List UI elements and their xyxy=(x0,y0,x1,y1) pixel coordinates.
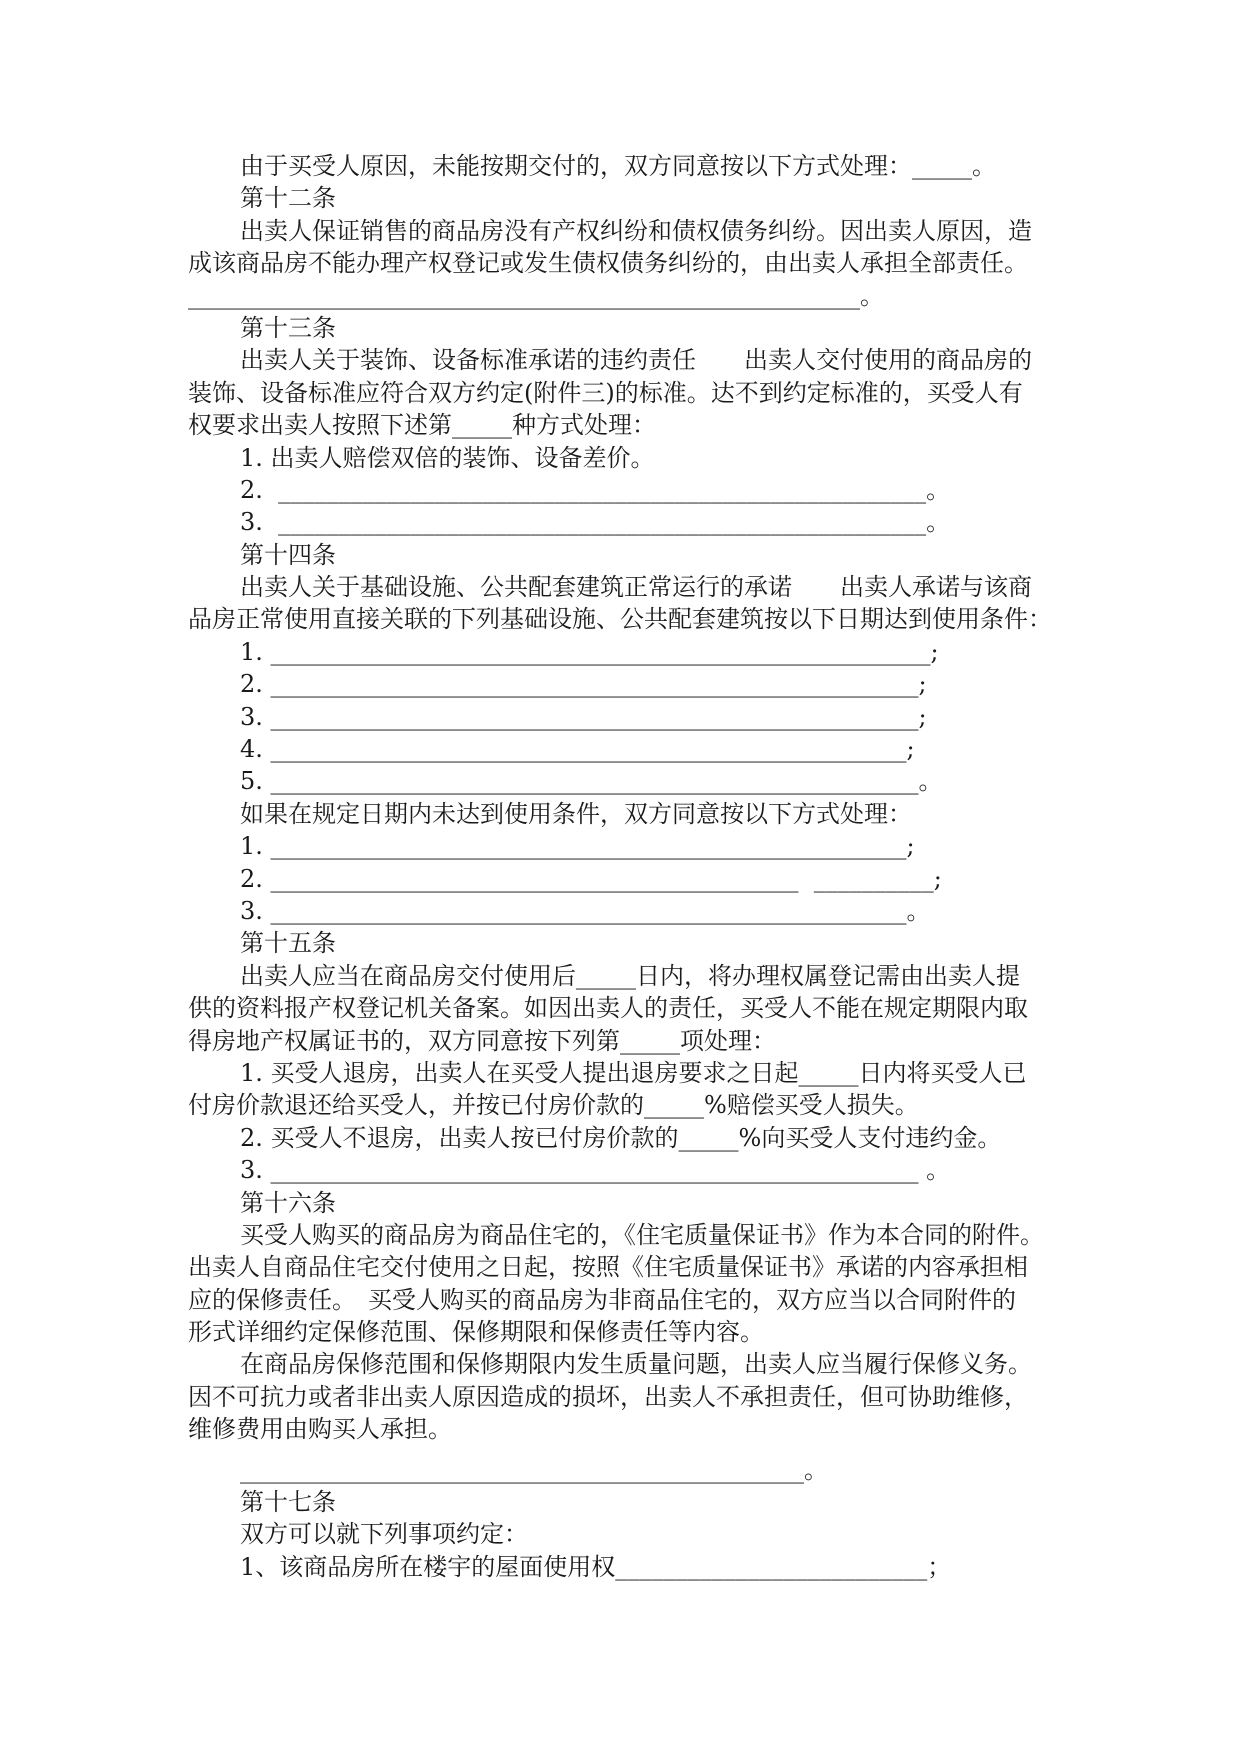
article-12-text: 成该商品房不能办理产权登记或发生债权债务纠纷的，由出卖人承担全部责任。 xyxy=(188,249,1028,278)
article-16-text: 应的保修责任。 买受人购买的商品房为非商品住宅的，双方应当以合同附件的 xyxy=(188,1285,1016,1314)
article-16-heading: 第十六条 xyxy=(240,1188,336,1217)
article-14-item-5: 5. ______________________________________________________。 xyxy=(240,767,943,796)
article-12-text: 出卖人保证销售的商品房没有产权纠纷和债权债务纠纷。因出卖人原因，造 xyxy=(240,216,1032,245)
article-14-fallback-text: 如果在规定日期内未达到使用条件，双方同意按以下方式处理： xyxy=(240,799,912,828)
article-13-text: 装饰、设备标准应符合双方约定(附件三)的标准。达不到约定标准的，买受人有 xyxy=(188,378,1023,407)
article-17-text: 双方可以就下列事项约定： xyxy=(240,1520,528,1549)
article-15-item-1: 1. 买受人退房，出卖人在买受人提出退房要求之日起_____日内将买受人已 xyxy=(240,1058,1027,1087)
article-13-item-1: 1. 出卖人赔偿双倍的装饰、设备差价。 xyxy=(240,443,655,472)
blank-spacer xyxy=(188,1446,1060,1454)
article-14-heading: 第十四条 xyxy=(240,540,336,569)
contract-body xyxy=(188,150,1060,1583)
article-13-item-2: 2. ______________________________________________________。 xyxy=(240,475,951,504)
article-15-item-3: 3. ______________________________________________________ 。 xyxy=(240,1156,951,1185)
fill-in-blank-line: _______________________________________________。 xyxy=(240,1455,828,1484)
article-14-fallback-item-3: 3. _____________________________________________________。 xyxy=(240,896,931,925)
clause-buyer-delay-handling: 由于买受人原因，未能按期交付的，双方同意按以下方式处理：_____。 xyxy=(240,152,996,180)
fill-in-blank-line: ________________________________________________________。 xyxy=(188,281,884,310)
article-14-fallback-item-2: 2. ____________________________________________ __________; xyxy=(240,864,942,893)
article-13-text: 权要求出卖人按照下述第_____种方式处理： xyxy=(188,411,656,440)
article-14-fallback-item-1: 1. _____________________________________________________; xyxy=(240,832,915,861)
article-14-text: 出卖人关于基础设施、公共配套建筑正常运行的承诺 出卖人承诺与该商 xyxy=(240,573,1032,602)
article-17-heading: 第十七条 xyxy=(240,1488,336,1517)
article-16-warranty-text: 在商品房保修范围和保修期限内发生质量问题，出卖人应当履行保修义务。 xyxy=(240,1350,1032,1379)
article-16-text: 出卖人自商品住宅交付使用之日起，按照《住宅质量保证书》承诺的内容承担相 xyxy=(188,1253,1028,1282)
article-13-heading: 第十三条 xyxy=(240,313,336,342)
article-14-item-2: 2. ______________________________________________________; xyxy=(240,670,927,699)
article-15-text: 出卖人应当在商品房交付使用后_____日内，将办理权属登记需由出卖人提 xyxy=(240,961,1020,990)
article-16-warranty-text: 维修费用由购买人承担。 xyxy=(188,1415,452,1444)
article-14-item-4: 4. _____________________________________________________; xyxy=(240,735,915,764)
article-14-item-3: 3. ______________________________________________________; xyxy=(240,702,927,731)
article-15-item-2: 2. 买受人不退房，出卖人按已付房价款的_____%向买受人支付违约金。 xyxy=(240,1123,1002,1152)
article-13-item-3: 3. ______________________________________________________。 xyxy=(240,508,951,537)
article-15-text: 得房地产权属证书的，双方同意按下列第_____项处理： xyxy=(188,1026,776,1055)
article-16-text: 形式详细约定保修范围、保修期限和保修责任等内容。 xyxy=(188,1318,764,1347)
article-15-text: 供的资料报产权登记机关备案。如因出卖人的责任，买受人不能在规定期限内取 xyxy=(188,994,1028,1023)
article-15-heading: 第十五条 xyxy=(240,929,336,958)
article-16-warranty-text: 因不可抗力或者非出卖人原因造成的损坏，出卖人不承担责任，但可协助维修， xyxy=(188,1382,1028,1411)
article-14-item-1: 1. _______________________________________________________; xyxy=(240,637,939,666)
article-14-text: 品房正常使用直接关联的下列基础设施、公共配套建筑按以下日期达到使用条件： xyxy=(188,605,1052,634)
article-17-item-1: 1、该商品房所在楼宇的屋面使用权__________________________； xyxy=(240,1552,952,1581)
article-12-heading: 第十二条 xyxy=(240,184,336,213)
article-15-item-1-cont: 付房价款退还给买受人，并按已付房价款的_____%赔偿买受人损失。 xyxy=(188,1091,919,1120)
article-13-text: 出卖人关于装饰、设备标准承诺的违约责任 出卖人交付使用的商品房的 xyxy=(240,346,1032,375)
article-16-text: 买受人购买的商品房为商品住宅的，《住宅质量保证书》作为本合同的附件。 xyxy=(240,1220,1044,1249)
